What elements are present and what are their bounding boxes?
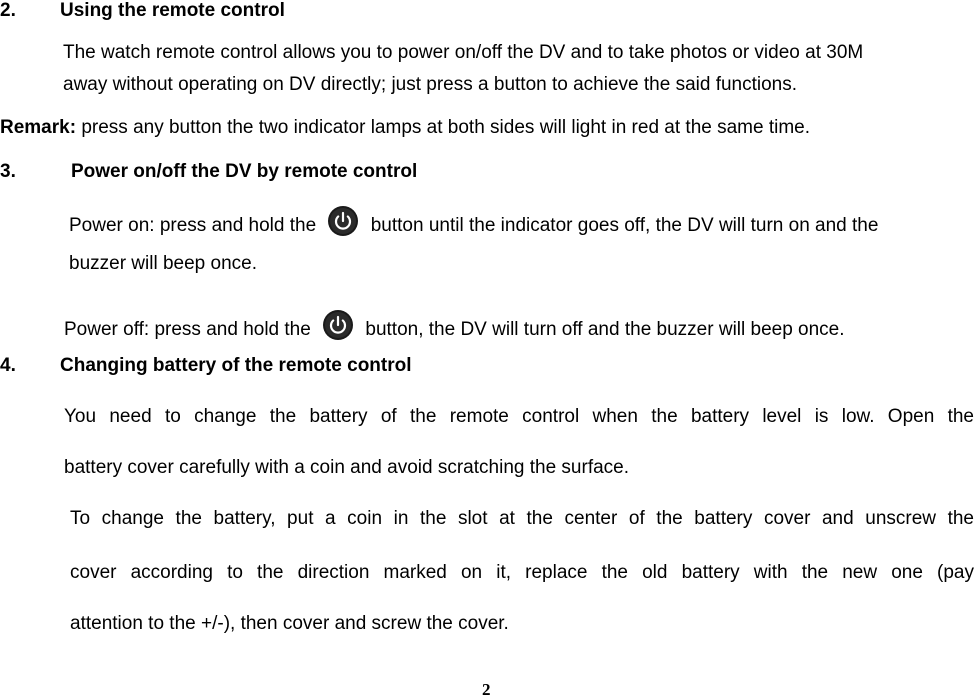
section-4-paragraph-1-line-2: battery cover carefully with a coin and avoid scratching the surface. (64, 457, 630, 478)
power-off-line (64, 309, 845, 341)
page-number: 2 (482, 680, 491, 699)
power-off-text-before: Power off: press and hold the (64, 319, 311, 340)
section-2-title: Using the remote control (60, 0, 285, 21)
power-on-text-after: button until the indicator goes off, the DV will turn on and the (370, 215, 879, 236)
section-4-paragraph-2-line-2: cover according to the direction marked on it, replace the old battery with the new one (pay (70, 562, 974, 583)
section-4-paragraph-2-line-3: attention to the +/-), then cover and screw the cover. (70, 613, 509, 634)
power-on-line-2: buzzer will beep once. (69, 253, 257, 274)
power-button-icon (327, 205, 359, 237)
power-off-text-after: button, the DV will turn off and the buzzer will beep once. (365, 319, 845, 340)
section-2-paragraph-line-2: away without operating on DV directly; just press a button to achieve the said functions. (63, 74, 798, 95)
section-4-title: Changing battery of the remote control (60, 355, 412, 376)
section-3-title: Power on/off the DV by remote control (71, 161, 418, 182)
remark-text: press any button the two indicator lamps at both sides will light in red at the same time. (76, 117, 811, 138)
power-on-text-before: Power on: press and hold the (69, 215, 317, 236)
section-2-heading (0, 0, 285, 22)
remark-label: Remark: (0, 117, 77, 138)
power-button-icon (322, 309, 354, 341)
section-3-number: 3. (0, 161, 16, 182)
power-on-line-1 (69, 205, 878, 237)
section-4-heading (0, 355, 412, 377)
section-3-heading (0, 161, 418, 183)
remark (0, 117, 810, 139)
section-2-number: 2. (0, 0, 16, 21)
section-4-paragraph-2-line-1: To change the battery, put a coin in the slot at the center of the battery cover and unscrew the (70, 508, 974, 529)
section-2-paragraph-line-1: The watch remote control allows you to power on/off the DV and to take photos or video at 30M (63, 42, 864, 63)
section-4-paragraph-1-line-1: You need to change the battery of the remote control when the battery level is low. Open the (64, 406, 974, 427)
section-4-number: 4. (0, 355, 16, 376)
